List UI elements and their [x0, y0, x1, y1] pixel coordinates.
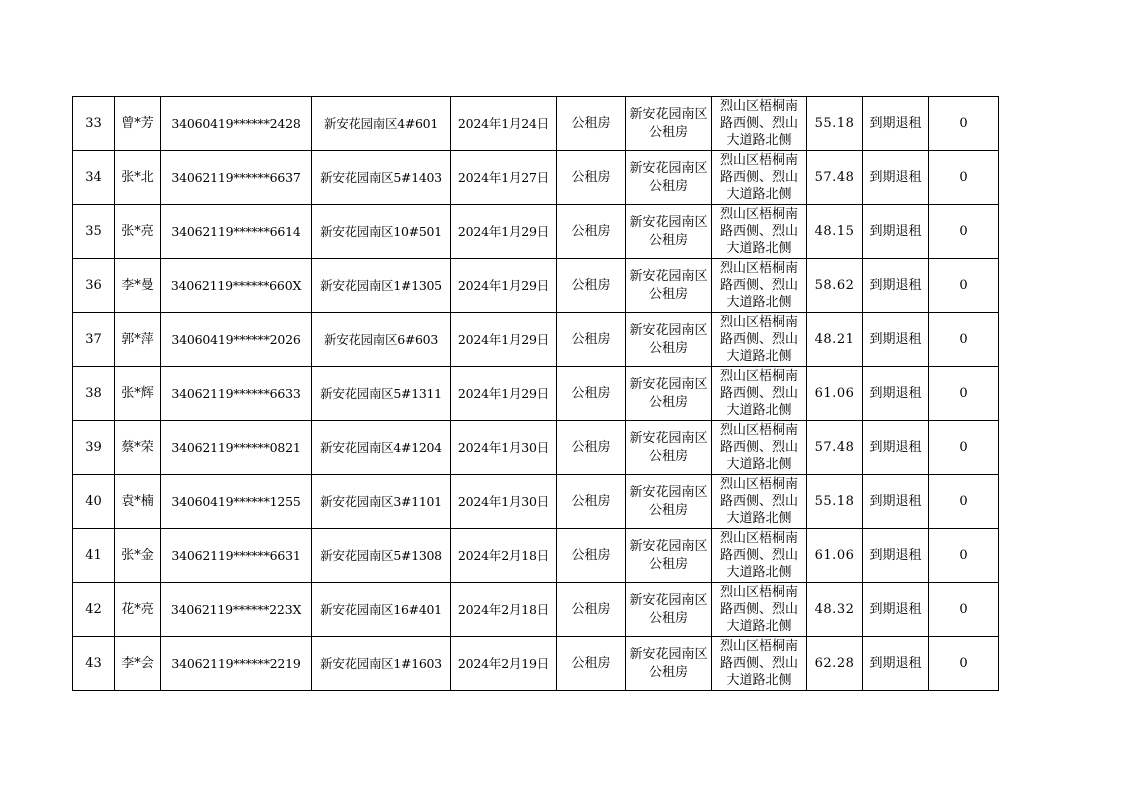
- area-cell: 57.48: [807, 151, 863, 205]
- project-location-cell: 烈山区梧桐南路西侧、烈山大道路北侧: [712, 637, 807, 691]
- date-cell: 2024年1月24日: [451, 97, 557, 151]
- housing-type-cell: 公租房: [557, 97, 626, 151]
- exit-reason-cell: 到期退租: [863, 205, 929, 259]
- housing-type-cell: 公租房: [557, 313, 626, 367]
- project-name-cell: 新安花园南区公租房: [626, 421, 712, 475]
- tenant-name-cell: 李*曼: [115, 259, 161, 313]
- housing-type-cell: 公租房: [557, 205, 626, 259]
- tenant-name-cell: 张*辉: [115, 367, 161, 421]
- area-cell: 48.15: [807, 205, 863, 259]
- table-row: [73, 637, 999, 691]
- project-location-cell: 烈山区梧桐南路西侧、烈山大道路北侧: [712, 529, 807, 583]
- tenant-name-cell: 蔡*荣: [115, 421, 161, 475]
- project-location-cell: 烈山区梧桐南路西侧、烈山大道路北侧: [712, 475, 807, 529]
- unit-address-cell: 新安花园南区5#1403: [312, 151, 451, 205]
- amount-cell: 0: [929, 259, 999, 313]
- project-name-cell: 新安花园南区公租房: [626, 529, 712, 583]
- table-row: [73, 421, 999, 475]
- row-number-cell: 40: [73, 475, 115, 529]
- row-number-cell: 33: [73, 97, 115, 151]
- date-cell: 2024年1月29日: [451, 205, 557, 259]
- housing-type-cell: 公租房: [557, 583, 626, 637]
- unit-address-cell: 新安花园南区16#401: [312, 583, 451, 637]
- amount-cell: 0: [929, 475, 999, 529]
- date-cell: 2024年2月18日: [451, 583, 557, 637]
- tenant-name-cell: 花*亮: [115, 583, 161, 637]
- tenant-name-cell: 曾*芳: [115, 97, 161, 151]
- area-cell: 61.06: [807, 367, 863, 421]
- project-name-cell: 新安花园南区公租房: [626, 151, 712, 205]
- housing-type-cell: 公租房: [557, 367, 626, 421]
- project-location-cell: 烈山区梧桐南路西侧、烈山大道路北侧: [712, 421, 807, 475]
- unit-address-cell: 新安花园南区3#1101: [312, 475, 451, 529]
- exit-reason-cell: 到期退租: [863, 583, 929, 637]
- date-cell: 2024年1月27日: [451, 151, 557, 205]
- id-number-cell: 34060419******2428: [161, 97, 312, 151]
- area-cell: 58.62: [807, 259, 863, 313]
- row-number-cell: 34: [73, 151, 115, 205]
- date-cell: 2024年1月29日: [451, 367, 557, 421]
- row-number-cell: 39: [73, 421, 115, 475]
- table-row: [73, 97, 999, 151]
- id-number-cell: 34062119******2219: [161, 637, 312, 691]
- row-number-cell: 35: [73, 205, 115, 259]
- table-row: [73, 367, 999, 421]
- id-number-cell: 34060419******1255: [161, 475, 312, 529]
- date-cell: 2024年1月29日: [451, 259, 557, 313]
- date-cell: 2024年1月29日: [451, 313, 557, 367]
- housing-type-cell: 公租房: [557, 637, 626, 691]
- project-name-cell: 新安花园南区公租房: [626, 313, 712, 367]
- id-number-cell: 34062119******6637: [161, 151, 312, 205]
- id-number-cell: 34062119******0821: [161, 421, 312, 475]
- unit-address-cell: 新安花园南区1#1305: [312, 259, 451, 313]
- project-location-cell: 烈山区梧桐南路西侧、烈山大道路北侧: [712, 151, 807, 205]
- unit-address-cell: 新安花园南区4#601: [312, 97, 451, 151]
- housing-type-cell: 公租房: [557, 151, 626, 205]
- project-name-cell: 新安花园南区公租房: [626, 97, 712, 151]
- exit-reason-cell: 到期退租: [863, 259, 929, 313]
- area-cell: 57.48: [807, 421, 863, 475]
- row-number-cell: 41: [73, 529, 115, 583]
- project-name-cell: 新安花园南区公租房: [626, 637, 712, 691]
- area-cell: 61.06: [807, 529, 863, 583]
- area-cell: 62.28: [807, 637, 863, 691]
- records-body: [73, 97, 999, 691]
- row-number-cell: 43: [73, 637, 115, 691]
- project-location-cell: 烈山区梧桐南路西侧、烈山大道路北侧: [712, 97, 807, 151]
- project-location-cell: 烈山区梧桐南路西侧、烈山大道路北侧: [712, 367, 807, 421]
- id-number-cell: 34062119******660X: [161, 259, 312, 313]
- date-cell: 2024年1月30日: [451, 421, 557, 475]
- table-row: [73, 475, 999, 529]
- exit-reason-cell: 到期退租: [863, 637, 929, 691]
- exit-reason-cell: 到期退租: [863, 475, 929, 529]
- project-name-cell: 新安花园南区公租房: [626, 259, 712, 313]
- tenant-name-cell: 李*会: [115, 637, 161, 691]
- unit-address-cell: 新安花园南区5#1311: [312, 367, 451, 421]
- unit-address-cell: 新安花园南区5#1308: [312, 529, 451, 583]
- table-row: [73, 583, 999, 637]
- row-number-cell: 42: [73, 583, 115, 637]
- table-row: [73, 205, 999, 259]
- housing-type-cell: 公租房: [557, 259, 626, 313]
- amount-cell: 0: [929, 97, 999, 151]
- unit-address-cell: 新安花园南区6#603: [312, 313, 451, 367]
- project-name-cell: 新安花园南区公租房: [626, 367, 712, 421]
- exit-reason-cell: 到期退租: [863, 151, 929, 205]
- area-cell: 55.18: [807, 97, 863, 151]
- project-location-cell: 烈山区梧桐南路西侧、烈山大道路北侧: [712, 259, 807, 313]
- date-cell: 2024年2月18日: [451, 529, 557, 583]
- records-table: [72, 96, 999, 691]
- table-row: [73, 529, 999, 583]
- project-location-cell: 烈山区梧桐南路西侧、烈山大道路北侧: [712, 313, 807, 367]
- row-number-cell: 37: [73, 313, 115, 367]
- project-name-cell: 新安花园南区公租房: [626, 205, 712, 259]
- unit-address-cell: 新安花园南区4#1204: [312, 421, 451, 475]
- id-number-cell: 34062119******6631: [161, 529, 312, 583]
- project-location-cell: 烈山区梧桐南路西侧、烈山大道路北侧: [712, 583, 807, 637]
- tenant-name-cell: 张*北: [115, 151, 161, 205]
- amount-cell: 0: [929, 421, 999, 475]
- amount-cell: 0: [929, 151, 999, 205]
- housing-type-cell: 公租房: [557, 529, 626, 583]
- amount-cell: 0: [929, 313, 999, 367]
- row-number-cell: 36: [73, 259, 115, 313]
- area-cell: 48.32: [807, 583, 863, 637]
- tenant-name-cell: 张*亮: [115, 205, 161, 259]
- exit-reason-cell: 到期退租: [863, 367, 929, 421]
- id-number-cell: 34060419******2026: [161, 313, 312, 367]
- exit-reason-cell: 到期退租: [863, 97, 929, 151]
- exit-reason-cell: 到期退租: [863, 529, 929, 583]
- row-number-cell: 38: [73, 367, 115, 421]
- amount-cell: 0: [929, 529, 999, 583]
- id-number-cell: 34062119******6614: [161, 205, 312, 259]
- housing-type-cell: 公租房: [557, 421, 626, 475]
- exit-reason-cell: 到期退租: [863, 313, 929, 367]
- amount-cell: 0: [929, 205, 999, 259]
- project-name-cell: 新安花园南区公租房: [626, 475, 712, 529]
- amount-cell: 0: [929, 637, 999, 691]
- date-cell: 2024年2月19日: [451, 637, 557, 691]
- project-location-cell: 烈山区梧桐南路西侧、烈山大道路北侧: [712, 205, 807, 259]
- tenant-name-cell: 郭*萍: [115, 313, 161, 367]
- table-row: [73, 259, 999, 313]
- exit-reason-cell: 到期退租: [863, 421, 929, 475]
- date-cell: 2024年1月30日: [451, 475, 557, 529]
- records-sheet: [72, 96, 998, 691]
- area-cell: 55.18: [807, 475, 863, 529]
- table-row: [73, 313, 999, 367]
- id-number-cell: 34062119******6633: [161, 367, 312, 421]
- amount-cell: 0: [929, 583, 999, 637]
- unit-address-cell: 新安花园南区10#501: [312, 205, 451, 259]
- table-row: [73, 151, 999, 205]
- tenant-name-cell: 袁*楠: [115, 475, 161, 529]
- tenant-name-cell: 张*金: [115, 529, 161, 583]
- id-number-cell: 34062119******223X: [161, 583, 312, 637]
- amount-cell: 0: [929, 367, 999, 421]
- project-name-cell: 新安花园南区公租房: [626, 583, 712, 637]
- unit-address-cell: 新安花园南区1#1603: [312, 637, 451, 691]
- area-cell: 48.21: [807, 313, 863, 367]
- housing-type-cell: 公租房: [557, 475, 626, 529]
